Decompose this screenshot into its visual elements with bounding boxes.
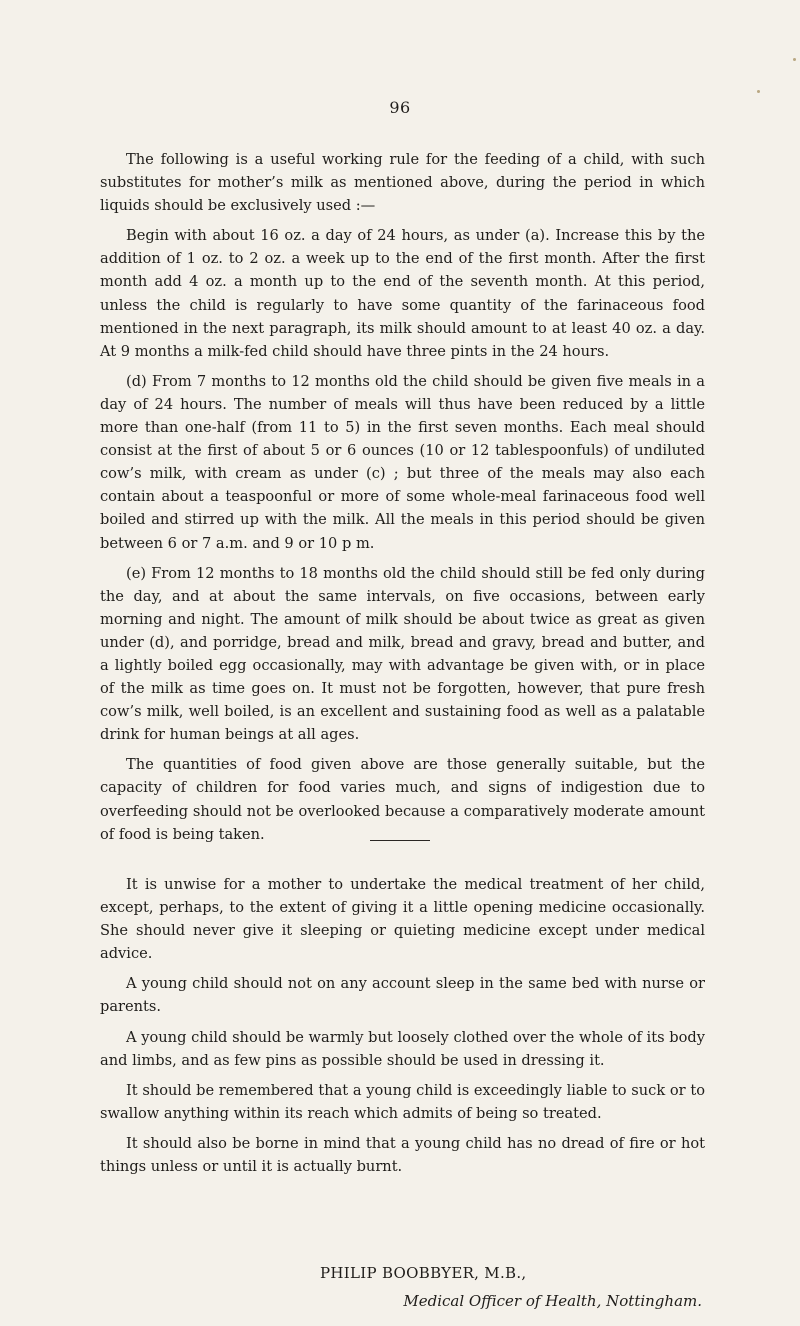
signature-name: PHILIP BOOBBYER, M.B., <box>320 1264 527 1282</box>
paragraph-quantities: The quantities of food given above are those generally suitable, but the capacity of children for food varies much, and signs of indigestion due to overfeeding should not be overlooked because a comparatively moderate amount of food is being taken. <box>100 756 705 843</box>
paragraph-medical: It is unwise for a mother to undertake the medical treatment of her child, except, perhaps, to the extent of giving it a little opening medicine occasionally. She should never give it sleeping or quieting medicine except under medical advice. <box>100 876 705 963</box>
feeding-section <box>100 148 705 853</box>
paragraph-d: (d) From 7 months to 12 months old the child should be given five meals in a day of 24 hours. The number of meals will thus have been reduced by a little more than one-half (from 11 to 5) in the first seven months. Each meal should consist at the first of about 5 or 6 ounces (10 or 12 tablespoonfuls) of undiluted cow’s milk, with cream as under (c) ; but three of the meals may also each contain about a teaspoonful or more of some whole-meal farinaceous food well boiled and stirred up with the milk. All the meals in this period should be given between 6 or 7 a.m. and 9 or 10 p m. <box>100 372 705 552</box>
advice-section <box>100 873 705 1185</box>
paper-speck <box>793 58 796 61</box>
paragraph-clothing: A young child should be warmly but loosely clothed over the whole of its body and limbs, and as few pins as possible should be used in dressing it. <box>100 1028 705 1069</box>
paragraph-begin: Begin with about 16 oz. a day of 24 hours, as under (a). Increase this by the addition of 1 oz. to 2 oz. a week up to the end of the first month. After the first month add 4 oz. a month up to the end of the seventh month. At this period, unless the child is regularly to have some quantity of the farinaceous food mentioned in the next paragraph, its milk should amount to at least 40 oz. a day. At 9 months a milk-fed child should have three pints in the 24 hours. <box>100 227 705 360</box>
page-number: 96 <box>389 98 411 117</box>
section-divider <box>370 840 430 841</box>
paragraph-sleep: A young child should not on any account sleep in the same bed with nurse or parents. <box>100 975 705 1016</box>
paragraph-swallow: It should be remembered that a young child is exceedingly liable to suck or to swallow anything within its reach which admits of being so treated. <box>100 1081 705 1122</box>
paper-speck <box>757 90 760 93</box>
paragraph-fire: It should also be borne in mind that a young child has no dread of fire or hot things unless or until it is actually burnt. <box>100 1134 705 1176</box>
paragraph-e: (e) From 12 months to 18 months old the child should still be fed only during the day, and at about the same intervals, on five occasions, between early morning and night. The amount of milk should be about twice as great as given under (d), and porridge, bread and milk, bread and gravy, bread and butter, and a lightly boiled egg occasionally, may with advantage be given with, or in place of the milk as time goes on. It must not be forgotten, however, that pure fresh cow’s milk, well boiled, is an excellent and sustaining food as well as a palatable drink for human beings at all ages. <box>100 564 705 744</box>
paragraph-intro: The following is a useful working rule for the feeding of a child, with such substitutes for mother’s milk as mentioned above, during the period in which liquids should be exclusively used :— <box>100 151 705 215</box>
signature-title: Medical Officer of Health, Nottingham. <box>403 1292 702 1310</box>
